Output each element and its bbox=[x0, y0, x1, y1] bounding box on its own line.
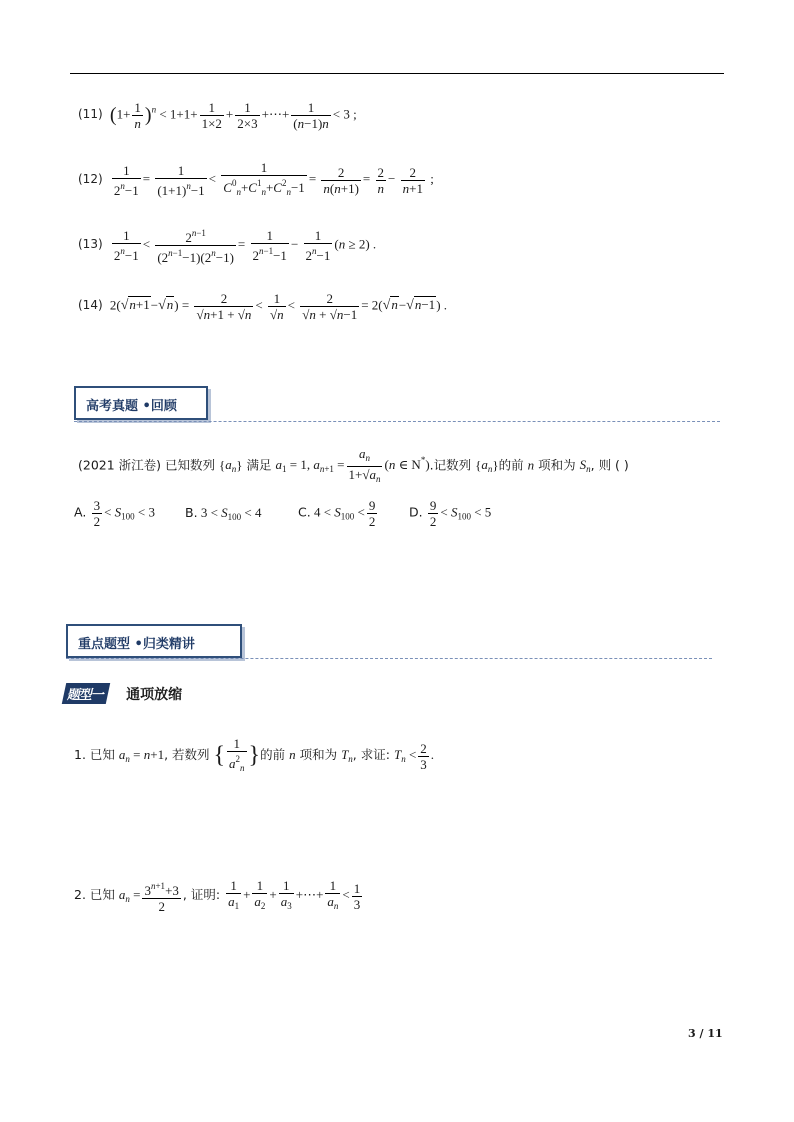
formula-13: (13) $\frac{1}{2^n-1}$ < $\frac{2^{n-1}}{(2^{n-1}-1)(2^n-1)}$ = $\frac{1}{2^{n-1}-1}$ − $\frac{1}{2^n-1}$ (n ≥ 2) . bbox=[78, 228, 377, 265]
question-2: 2. 已知 $a_n$ = $\frac{3^{n+1}+3}{2}$ , 证明: $\frac{1}{a_1}$ + $\frac{1}{a_2}$ + $\frac{1}{a_3}$ +⋯+ $\frac{1}{a_n}$ < $\frac{1}{3}$ bbox=[74, 878, 361, 914]
type-tag: 题型一 bbox=[62, 683, 110, 704]
question-1: 1. 已知 $a_n = n+1$, 若数列 { $\frac{1}{a^2_n}$ }的前 n 项和为 $T_n$, 求证: $T_n$ < $\frac{2}{3}$ . bbox=[74, 736, 435, 773]
section-divider-2 bbox=[66, 658, 712, 659]
option-d: D. $\frac{9}{2}$ < $S_{100} < 5$ bbox=[409, 498, 492, 529]
type-heading: 题型一 通项放缩 bbox=[64, 683, 182, 704]
section-header-key-types: 重点题型 •归类精讲 bbox=[66, 624, 242, 658]
header-rule bbox=[70, 73, 724, 74]
gaokao-problem: (2021 浙江卷) 已知数列 $\{a_n\}$ 满足 $a_1 = 1$, $a_{n+1}$ = $\frac{a_n}{1+√a_n}$ (n ∈ N*).记数列 $\{a_n\}$的前 n 项和为 $S_n$, 则 ( ) bbox=[78, 446, 629, 484]
page-number: 3 / 11 bbox=[688, 1027, 723, 1040]
option-a: A. $\frac{3}{2}$ < $S_{100} < 3$ bbox=[74, 498, 155, 529]
section-header-gaokao: 高考真题 •回顾 bbox=[74, 386, 208, 420]
option-b: B. $3 < S_{100} < 4$ bbox=[185, 505, 262, 522]
section-divider bbox=[74, 421, 720, 422]
option-c: C. $4 < S_{100}$ < $\frac{9}{2}$ bbox=[298, 498, 376, 529]
formula-11: (11) (1+ $\frac{1}{n}$ )$^n$ < 1+1+ $\frac{1}{1\times 2}$ + $\frac{1}{2\times 3}$ +⋯+ $\frac{1}{(n-1)n}$ < 3 ; bbox=[78, 100, 357, 131]
formula-14: (14) 2(√n+1−√n) = $\frac{2}{√n+1 + √n}$ < $\frac{1}{√n}$ < $\frac{2}{√n + √n-1}$ = 2(√n−√n−1) . bbox=[78, 291, 448, 322]
formula-12: (12) $\frac{1}{2^n-1}$ = $\frac{1}{(1+1)^n-1}$ < $\frac{1}{C^0_n+C^1_n+C^2_n-1}$ = $\frac{2}{n(n+1)}$ = $\frac{2}{n}$ − $\frac{2}{n+1}$ ; bbox=[78, 160, 434, 198]
